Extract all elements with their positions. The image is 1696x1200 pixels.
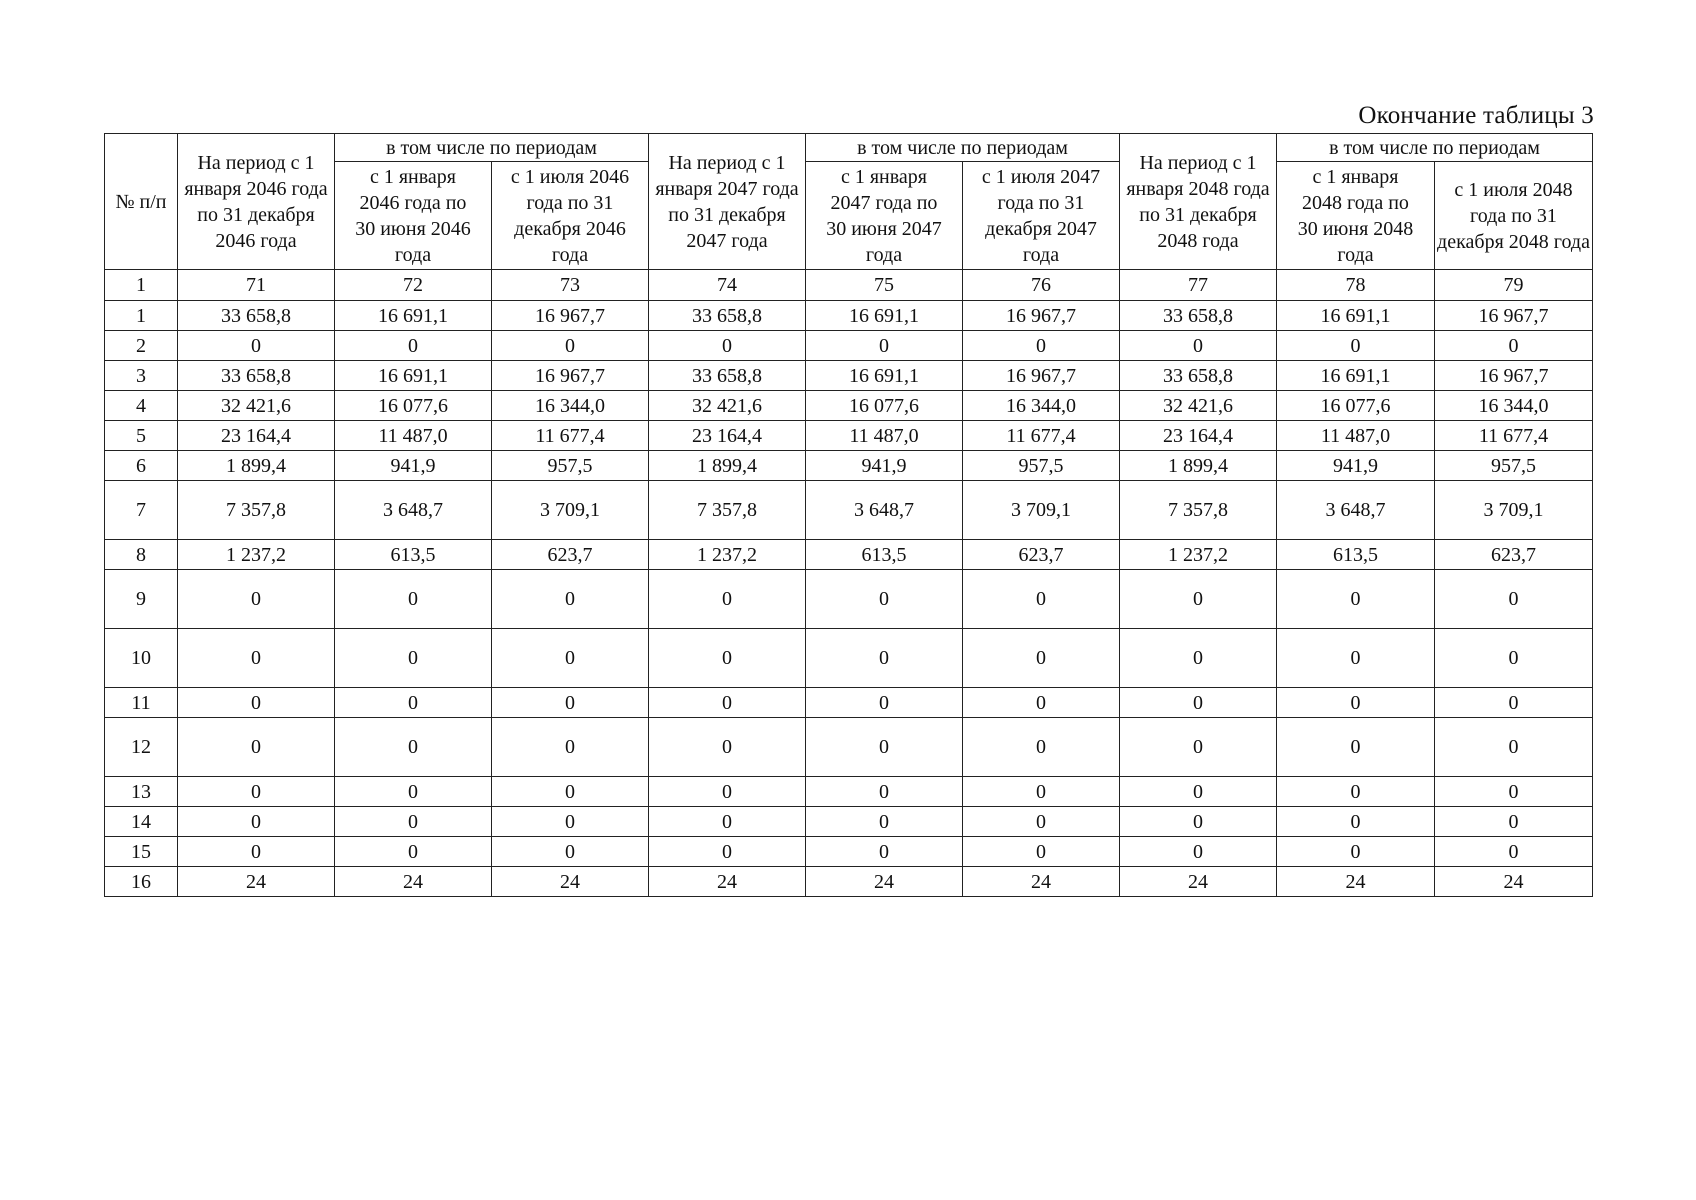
table-cell: 0 xyxy=(649,807,806,837)
table-cell: 32 421,6 xyxy=(1120,391,1277,421)
table-cell: 32 421,6 xyxy=(649,391,806,421)
table-caption: Окончание таблицы 3 xyxy=(1358,102,1594,129)
table-cell: 32 421,6 xyxy=(178,391,335,421)
table-row xyxy=(105,421,1593,451)
table-row xyxy=(105,807,1593,837)
row-number: 1 xyxy=(105,301,178,331)
table-cell: 0 xyxy=(335,331,492,361)
table-cell: 0 xyxy=(649,777,806,807)
table-cell: 11 677,4 xyxy=(963,421,1120,451)
row-number: 3 xyxy=(105,361,178,391)
table-cell: 0 xyxy=(963,629,1120,688)
row-number: 5 xyxy=(105,421,178,451)
table-row xyxy=(105,777,1593,807)
header-total-2047: На период с 1 января 2047 года по 31 декабря 2047 года xyxy=(649,134,806,270)
table-cell: 0 xyxy=(335,688,492,718)
table-cell: 0 xyxy=(178,629,335,688)
table-cell: 23 164,4 xyxy=(178,421,335,451)
row-number: 4 xyxy=(105,391,178,421)
table-cell: 0 xyxy=(806,718,963,777)
table-cell: 24 xyxy=(1435,867,1593,897)
table-cell: 0 xyxy=(963,570,1120,629)
table-cell: 0 xyxy=(1120,718,1277,777)
column-number: 79 xyxy=(1435,270,1593,301)
table-cell: 0 xyxy=(1277,718,1435,777)
table-cell: 613,5 xyxy=(335,540,492,570)
table-row xyxy=(105,361,1593,391)
table-cell: 33 658,8 xyxy=(1120,361,1277,391)
table-cell: 16 077,6 xyxy=(335,391,492,421)
table-cell: 16 077,6 xyxy=(1277,391,1435,421)
row-number: 9 xyxy=(105,570,178,629)
table-cell: 0 xyxy=(335,629,492,688)
table-cell: 0 xyxy=(1277,777,1435,807)
header-first-half-2046: с 1 января 2046 года по 30 июня 2046 года xyxy=(335,162,492,270)
table-cell: 16 967,7 xyxy=(1435,361,1593,391)
table-row xyxy=(105,331,1593,361)
table-row xyxy=(105,837,1593,867)
table-cell: 11 487,0 xyxy=(1277,421,1435,451)
table-cell: 0 xyxy=(1277,629,1435,688)
table-row xyxy=(105,629,1593,688)
table-row xyxy=(105,688,1593,718)
table-cell: 0 xyxy=(178,331,335,361)
table-cell: 0 xyxy=(649,331,806,361)
header-total-2048: На период с 1 января 2048 года по 31 декабря 2048 года xyxy=(1120,134,1277,270)
header-first-half-2047: с 1 января 2047 года по 30 июня 2047 года xyxy=(806,162,963,270)
table-cell: 24 xyxy=(1120,867,1277,897)
table-cell: 0 xyxy=(1120,629,1277,688)
table-row xyxy=(105,481,1593,540)
table-cell: 0 xyxy=(492,629,649,688)
table-cell: 16 344,0 xyxy=(963,391,1120,421)
table-cell: 33 658,8 xyxy=(649,301,806,331)
table-cell: 0 xyxy=(806,331,963,361)
table-cell: 0 xyxy=(1277,331,1435,361)
table-cell: 0 xyxy=(649,688,806,718)
row-number: 11 xyxy=(105,688,178,718)
table-cell: 0 xyxy=(806,837,963,867)
column-number: 72 xyxy=(335,270,492,301)
table-cell: 1 237,2 xyxy=(1120,540,1277,570)
row-number: 10 xyxy=(105,629,178,688)
column-number: 77 xyxy=(1120,270,1277,301)
table-cell: 24 xyxy=(178,867,335,897)
column-number: 78 xyxy=(1277,270,1435,301)
row-number: 2 xyxy=(105,331,178,361)
table-cell: 0 xyxy=(178,807,335,837)
table-cell: 0 xyxy=(1277,688,1435,718)
table-cell: 0 xyxy=(492,837,649,867)
table-cell: 24 xyxy=(649,867,806,897)
table-cell: 24 xyxy=(1277,867,1435,897)
column-number: 73 xyxy=(492,270,649,301)
column-number: 74 xyxy=(649,270,806,301)
table-cell: 0 xyxy=(1120,688,1277,718)
table-cell: 0 xyxy=(1120,570,1277,629)
table-cell: 957,5 xyxy=(1435,451,1593,481)
table-cell: 623,7 xyxy=(963,540,1120,570)
table-cell: 0 xyxy=(335,570,492,629)
table-cell: 0 xyxy=(178,718,335,777)
table-cell: 1 899,4 xyxy=(649,451,806,481)
table-cell: 0 xyxy=(1435,718,1593,777)
table-cell: 0 xyxy=(1120,777,1277,807)
header-including-2046: в том числе по периодам xyxy=(335,134,649,162)
table-cell: 0 xyxy=(1435,629,1593,688)
table-cell: 0 xyxy=(1435,331,1593,361)
table-cell: 16 691,1 xyxy=(806,301,963,331)
data-table xyxy=(104,133,1593,897)
table-cell: 0 xyxy=(649,629,806,688)
table-cell: 0 xyxy=(963,331,1120,361)
table-row xyxy=(105,301,1593,331)
row-number: 8 xyxy=(105,540,178,570)
table-cell: 16 344,0 xyxy=(1435,391,1593,421)
header-including-2047: в том числе по периодам xyxy=(806,134,1120,162)
table-cell: 0 xyxy=(649,837,806,867)
table-cell: 3 709,1 xyxy=(963,481,1120,540)
table-cell: 1 237,2 xyxy=(649,540,806,570)
table-cell: 16 077,6 xyxy=(806,391,963,421)
table-cell: 16 691,1 xyxy=(1277,301,1435,331)
table-cell: 33 658,8 xyxy=(178,301,335,331)
table-cell: 0 xyxy=(806,807,963,837)
table-cell: 0 xyxy=(1435,570,1593,629)
table-cell: 0 xyxy=(963,777,1120,807)
table-cell: 0 xyxy=(1277,570,1435,629)
table-cell: 0 xyxy=(492,331,649,361)
table-cell: 0 xyxy=(963,718,1120,777)
table-cell: 0 xyxy=(806,688,963,718)
table-cell: 11 677,4 xyxy=(492,421,649,451)
row-number: 12 xyxy=(105,718,178,777)
table-cell: 7 357,8 xyxy=(649,481,806,540)
table-cell: 0 xyxy=(335,837,492,867)
table-cell: 0 xyxy=(178,570,335,629)
table-cell: 16 691,1 xyxy=(806,361,963,391)
table-cell: 11 677,4 xyxy=(1435,421,1593,451)
table-row xyxy=(105,570,1593,629)
table-row xyxy=(105,451,1593,481)
table-cell: 941,9 xyxy=(806,451,963,481)
table-cell: 33 658,8 xyxy=(178,361,335,391)
table-cell: 16 691,1 xyxy=(335,301,492,331)
table-cell: 0 xyxy=(963,688,1120,718)
table-cell: 957,5 xyxy=(963,451,1120,481)
table-row xyxy=(105,391,1593,421)
table-row xyxy=(105,718,1593,777)
table-cell: 0 xyxy=(335,807,492,837)
row-number: 15 xyxy=(105,837,178,867)
table-cell: 3 648,7 xyxy=(1277,481,1435,540)
table-cell: 0 xyxy=(963,837,1120,867)
table-cell: 613,5 xyxy=(806,540,963,570)
table-cell: 0 xyxy=(492,688,649,718)
table-cell: 1 237,2 xyxy=(178,540,335,570)
row-number: 16 xyxy=(105,867,178,897)
table-cell: 16 691,1 xyxy=(335,361,492,391)
table-cell: 24 xyxy=(963,867,1120,897)
table-cell: 24 xyxy=(492,867,649,897)
table-cell: 16 967,7 xyxy=(1435,301,1593,331)
table-cell: 0 xyxy=(335,777,492,807)
table-body xyxy=(105,301,1593,897)
table-cell: 0 xyxy=(806,629,963,688)
table-cell: 0 xyxy=(178,777,335,807)
table-cell: 23 164,4 xyxy=(1120,421,1277,451)
table-cell: 623,7 xyxy=(1435,540,1593,570)
table-cell: 33 658,8 xyxy=(649,361,806,391)
table-cell: 0 xyxy=(806,570,963,629)
column-number: 71 xyxy=(178,270,335,301)
table-cell: 0 xyxy=(492,807,649,837)
table-cell: 11 487,0 xyxy=(335,421,492,451)
table-cell: 613,5 xyxy=(1277,540,1435,570)
header-second-half-2046: с 1 июля 2046 года по 31 декабря 2046 года xyxy=(492,162,649,270)
table-cell: 0 xyxy=(1120,331,1277,361)
table-cell: 0 xyxy=(1435,688,1593,718)
table-cell: 24 xyxy=(806,867,963,897)
table-cell: 0 xyxy=(178,837,335,867)
table-cell: 0 xyxy=(178,688,335,718)
column-number: 75 xyxy=(806,270,963,301)
table-cell: 3 648,7 xyxy=(335,481,492,540)
table-cell: 1 899,4 xyxy=(178,451,335,481)
row-number: 13 xyxy=(105,777,178,807)
table-cell: 16 967,7 xyxy=(963,301,1120,331)
column-number-row xyxy=(105,270,1593,301)
table-cell: 0 xyxy=(492,777,649,807)
table-cell: 957,5 xyxy=(492,451,649,481)
table-cell: 7 357,8 xyxy=(1120,481,1277,540)
table-cell: 24 xyxy=(335,867,492,897)
table-cell: 16 691,1 xyxy=(1277,361,1435,391)
table-cell: 3 648,7 xyxy=(806,481,963,540)
table-cell: 623,7 xyxy=(492,540,649,570)
table-cell: 0 xyxy=(492,718,649,777)
column-number: 1 xyxy=(105,270,178,301)
table-cell: 0 xyxy=(1277,837,1435,867)
header-including-2048: в том числе по периодам xyxy=(1277,134,1593,162)
table-cell: 16 967,7 xyxy=(963,361,1120,391)
table-cell: 0 xyxy=(649,570,806,629)
table-cell: 0 xyxy=(963,807,1120,837)
row-number: 14 xyxy=(105,807,178,837)
column-number: 76 xyxy=(963,270,1120,301)
table-cell: 0 xyxy=(1120,837,1277,867)
table-cell: 0 xyxy=(806,777,963,807)
table-cell: 23 164,4 xyxy=(649,421,806,451)
table-cell: 7 357,8 xyxy=(178,481,335,540)
header-first-half-2048: с 1 января 2048 года по 30 июня 2048 года xyxy=(1277,162,1435,270)
table-cell: 0 xyxy=(1435,777,1593,807)
table-cell: 16 967,7 xyxy=(492,361,649,391)
table-cell: 1 899,4 xyxy=(1120,451,1277,481)
table-cell: 0 xyxy=(1120,807,1277,837)
table-cell: 16 967,7 xyxy=(492,301,649,331)
table-cell: 0 xyxy=(1435,807,1593,837)
table-cell: 3 709,1 xyxy=(1435,481,1593,540)
table-cell: 3 709,1 xyxy=(492,481,649,540)
row-number: 7 xyxy=(105,481,178,540)
header-second-half-2048: с 1 июля 2048 года по 31 декабря 2048 года xyxy=(1435,162,1593,270)
header-row-top xyxy=(105,134,1593,162)
table-cell: 941,9 xyxy=(1277,451,1435,481)
table-row xyxy=(105,867,1593,897)
table-cell: 11 487,0 xyxy=(806,421,963,451)
table-cell: 0 xyxy=(335,718,492,777)
table-cell: 0 xyxy=(492,570,649,629)
header-total-2046: На период с 1 января 2046 года по 31 декабря 2046 года xyxy=(178,134,335,270)
table-row xyxy=(105,540,1593,570)
table-cell: 16 344,0 xyxy=(492,391,649,421)
table-cell: 0 xyxy=(1435,837,1593,867)
table-cell: 0 xyxy=(649,718,806,777)
table-cell: 0 xyxy=(1277,807,1435,837)
header-second-half-2047: с 1 июля 2047 года по 31 декабря 2047 года xyxy=(963,162,1120,270)
header-row-number: № п/п xyxy=(105,134,178,270)
row-number: 6 xyxy=(105,451,178,481)
table-cell: 33 658,8 xyxy=(1120,301,1277,331)
table-cell: 941,9 xyxy=(335,451,492,481)
